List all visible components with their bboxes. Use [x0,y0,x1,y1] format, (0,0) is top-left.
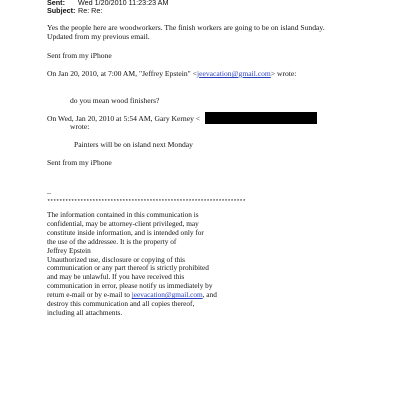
quote-2-attribution: On Wed, Jan 20, 2010 at 5:54 AM, Gary Kerney < [47,114,201,123]
sent-value: Wed 1/20/2010 11:23:23 AM [78,0,169,7]
disclaimer-line: Unauthorized use, disclosure or copying of this [47,254,186,264]
disclaimer-line: communication in error, please notify us immediately by [47,281,213,291]
disclaimer-line: Jeffrey Epstein [47,245,91,255]
quote-1-attribution [47,69,296,78]
confidentiality-disclaimer [47,211,217,318]
disclaimer-line: destroy this communication and all copies thereof, [47,299,195,309]
disclaimer-line: the use of the addressee. It is the property of [47,236,177,246]
body-line-2: Updated from my previous email. [47,32,150,41]
disclaimer-line: communication or any part thereof is strictly prohibited [47,263,209,273]
subject-label: Subject: [47,6,76,15]
quote-2-body: Painters will be on island next Monday [74,140,193,149]
subject-row [47,7,102,15]
quote-1-email-link[interactable]: jeevacation@gmail.com [196,69,271,78]
sent-from-iphone-2: Sent from my iPhone [47,158,112,167]
quote-1-prefix: On Jan 20, 2010, at 7:00 AM, "Jeffrey Epstein" < [47,69,197,78]
redaction-bar [205,112,317,124]
sent-from-iphone-1: Sent from my iPhone [47,51,112,60]
signature-dashes: -- [47,191,51,197]
quote-1-suffix: > wrote: [270,69,297,78]
signature-stars: ****************************************************************** [47,198,246,205]
disclaimer-email-suffix: , and [202,290,217,300]
disclaimer-line: and may be unlawful. If you have received this [47,272,185,282]
disclaimer-line: confidential, may be attorney-client privileged, may [47,218,199,228]
sent-label: Sent: [47,0,65,7]
subject-value: Re: Re: [78,6,103,15]
quote-2-wrote: wrote: [70,122,90,131]
disclaimer-line: The information contained in this communication is [47,210,199,219]
body-line-1: Yes the people here are woodworkers. The finish workers are going to be on island Sunday. [47,23,325,32]
disclaimer-email-prefix: return e-mail or by e-mail to [47,290,132,300]
quote-1-body: do you mean wood finishers? [70,96,160,105]
disclaimer-line: constitute inside information, and is intended only for [47,227,204,237]
disclaimer-email-link[interactable]: jeevacation@gmail.com [131,290,203,300]
disclaimer-line: including all attachments. [47,307,123,317]
